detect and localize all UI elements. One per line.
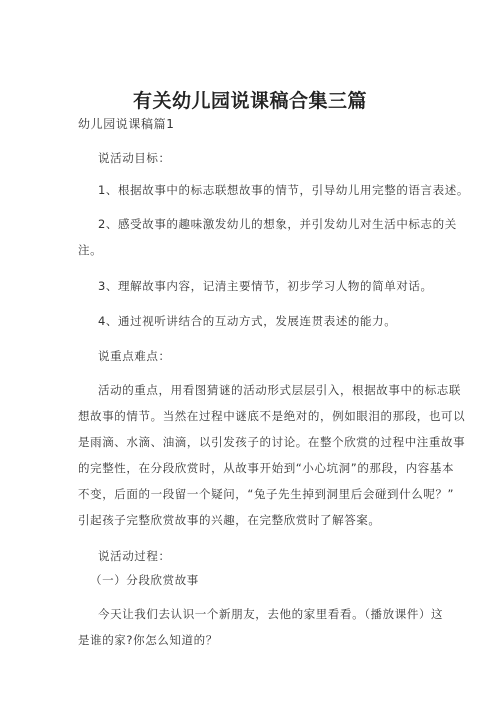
paragraph-line: 2、感受故事的趣味激发幼儿的想象，并引发幼儿对生活中标志的关 — [98, 217, 457, 231]
paragraph-line: 1、根据故事中的标志联想故事的情节，引导幼儿用完整的语言表述。 — [98, 183, 469, 197]
paragraph-line: 是谁的家?你怎么知道的？ — [78, 633, 218, 647]
paragraph-line: 不变，后面的一段留一个疑问，“兔子先生掉到洞里后会碰到什么呢？” — [78, 487, 455, 501]
document-title: 有关幼儿园说课稿合集三篇 — [132, 90, 367, 112]
paragraph-line: 说重点难点： — [98, 349, 171, 363]
paragraph-line: 想故事的情节。当然在过程中谜底不是绝对的，例如眼泪的那段，也可以 — [78, 409, 466, 423]
paragraph-line: 活动的重点，用看图猜谜的活动形式层层引入，根据故事中的标志联 — [98, 383, 461, 397]
paragraph-line: 引起孩子完整欣赏故事的兴趣，在完整欣赏时了解答案。 — [78, 513, 381, 527]
paragraph-line: 今天让我们去认识一个新朋友，去他的家里看看。（播放课件）这 — [98, 607, 444, 621]
paragraph-line: 注。 — [78, 243, 103, 257]
paragraph-line: 的完整性，在分段欣赏时，从故事开始到“小心坑洞”的那段，内容基本 — [78, 461, 455, 475]
paragraph-line: （一）分段欣赏故事 — [90, 573, 199, 587]
paragraph-line: 是雨滴、水滴、油滴，以引发孩子的讨论。在整个欣赏的过程中注重故事 — [78, 435, 466, 449]
paragraph-line: 4、通过视听讲结合的互动方式，发展连贯表述的能力。 — [98, 314, 397, 328]
paragraph-line: 3、理解故事内容，记清主要情节，初步学习人物的简单对话。 — [98, 279, 433, 293]
section-heading: 幼儿园说课稿篇1 — [78, 117, 175, 131]
paragraph-line: 说活动目标： — [98, 151, 171, 165]
paragraph-line: 说活动过程： — [98, 549, 171, 563]
